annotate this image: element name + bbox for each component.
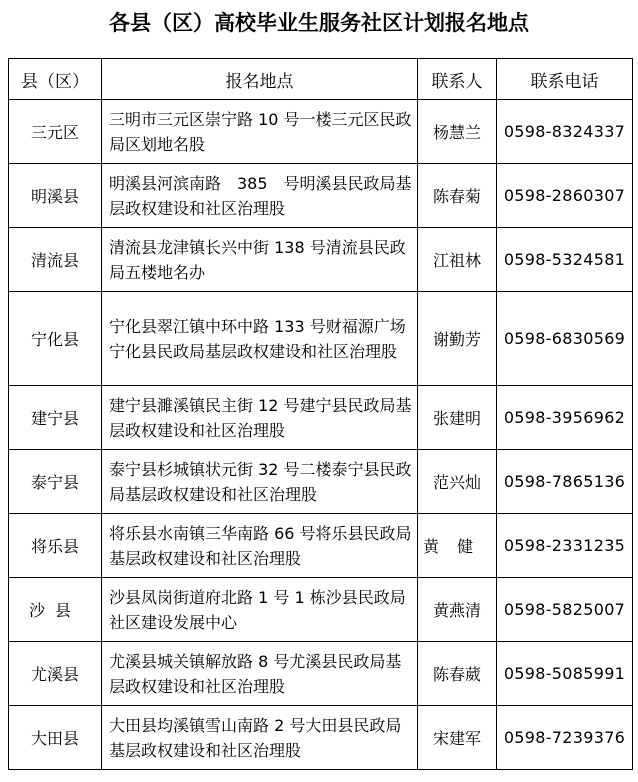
contact-cell: 宋建军 [418, 706, 497, 770]
location-cell: 明溪县河滨南路 385 号明溪县民政局基层政权建设和社区治理股 [102, 164, 418, 228]
contact-cell: 谢勤芳 [418, 292, 497, 386]
county-cell: 大田县 [9, 706, 102, 770]
page-title: 各县（区）高校毕业生服务社区计划报名地点 [109, 11, 529, 35]
contact-cell: 范兴灿 [418, 450, 497, 514]
contact-cell: 黄燕清 [418, 578, 497, 642]
table-row [9, 578, 633, 642]
location-cell: 将乐县水南镇三华南路 66 号将乐县民政局基层政权建设和社区治理股 [102, 514, 418, 578]
phone-cell: 0598-7865136 [503, 471, 626, 491]
table-row [9, 164, 633, 228]
header-contact: 联系人 [418, 59, 497, 100]
location-cell: 清流县龙津镇长兴中街 138 号清流县民政局五楼地名办 [102, 228, 418, 292]
phone-cell: 0598-5324581 [503, 249, 626, 269]
phone-cell: 0598-5085991 [503, 663, 626, 683]
table-row [9, 642, 633, 706]
phone-cell: 0598-7239376 [503, 727, 626, 747]
county-cell: 清流县 [9, 228, 102, 292]
header-phone: 联系电话 [497, 59, 633, 100]
table-row [9, 450, 633, 514]
location-cell: 宁化县翠江镇中环中路 133 号财福源广场宁化县民政局基层政权建设和社区治理股 [102, 292, 418, 386]
phone-cell: 0598-8324337 [503, 121, 626, 141]
contact-cell: 江祖林 [418, 228, 497, 292]
phone-cell: 0598-2860307 [503, 185, 626, 205]
header-county: 县（区） [9, 59, 102, 100]
location-cell: 沙县凤岗街道府北路 1 号 1 栋沙县民政局社区建设发展中心 [102, 578, 418, 642]
location-cell: 泰宁县杉城镇状元街 32 号二楼泰宁县民政局基层政权建设和社区治理股 [102, 450, 418, 514]
county-cell: 建宁县 [9, 386, 102, 450]
contact-cell: 杨慧兰 [418, 100, 497, 164]
phone-cell: 0598-6830569 [503, 328, 626, 348]
table-row [9, 292, 633, 386]
county-cell: 尤溪县 [9, 642, 102, 706]
county-cell: 明溪县 [9, 164, 102, 228]
table-row [9, 514, 633, 578]
contact-cell: 张建明 [418, 386, 497, 450]
header-location: 报名地点 [102, 59, 418, 100]
phone-cell: 0598-2331235 [503, 535, 626, 555]
table-row [9, 706, 633, 770]
county-cell: 宁化县 [9, 292, 102, 386]
table-row [9, 100, 633, 164]
county-cell: 泰宁县 [9, 450, 102, 514]
phone-cell: 0598-5825007 [503, 599, 626, 619]
county-cell: 沙县 [9, 578, 102, 642]
location-cell: 大田县均溪镇雪山南路 2 号大田县民政局基层政权建设和社区治理股 [102, 706, 418, 770]
table-row [9, 228, 633, 292]
county-cell: 三元区 [9, 100, 102, 164]
location-cell: 尤溪县城关镇解放路 8 号尤溪县民政局基层政权建设和社区治理股 [102, 642, 418, 706]
phone-cell: 0598-3956962 [503, 407, 626, 427]
table-row [9, 386, 633, 450]
contact-cell: 陈春葳 [418, 642, 497, 706]
table-header-row [9, 59, 633, 100]
location-cell: 建宁县濉溪镇民主街 12 号建宁县民政局基层政权建设和社区治理股 [102, 386, 418, 450]
location-cell: 三明市三元区崇宁路 10 号一楼三元区民政局区划地名股 [102, 100, 418, 164]
county-cell: 将乐县 [9, 514, 102, 578]
registration-sites-table [8, 58, 633, 770]
contact-cell: 黄健 [418, 514, 497, 578]
contact-cell: 陈春菊 [418, 164, 497, 228]
